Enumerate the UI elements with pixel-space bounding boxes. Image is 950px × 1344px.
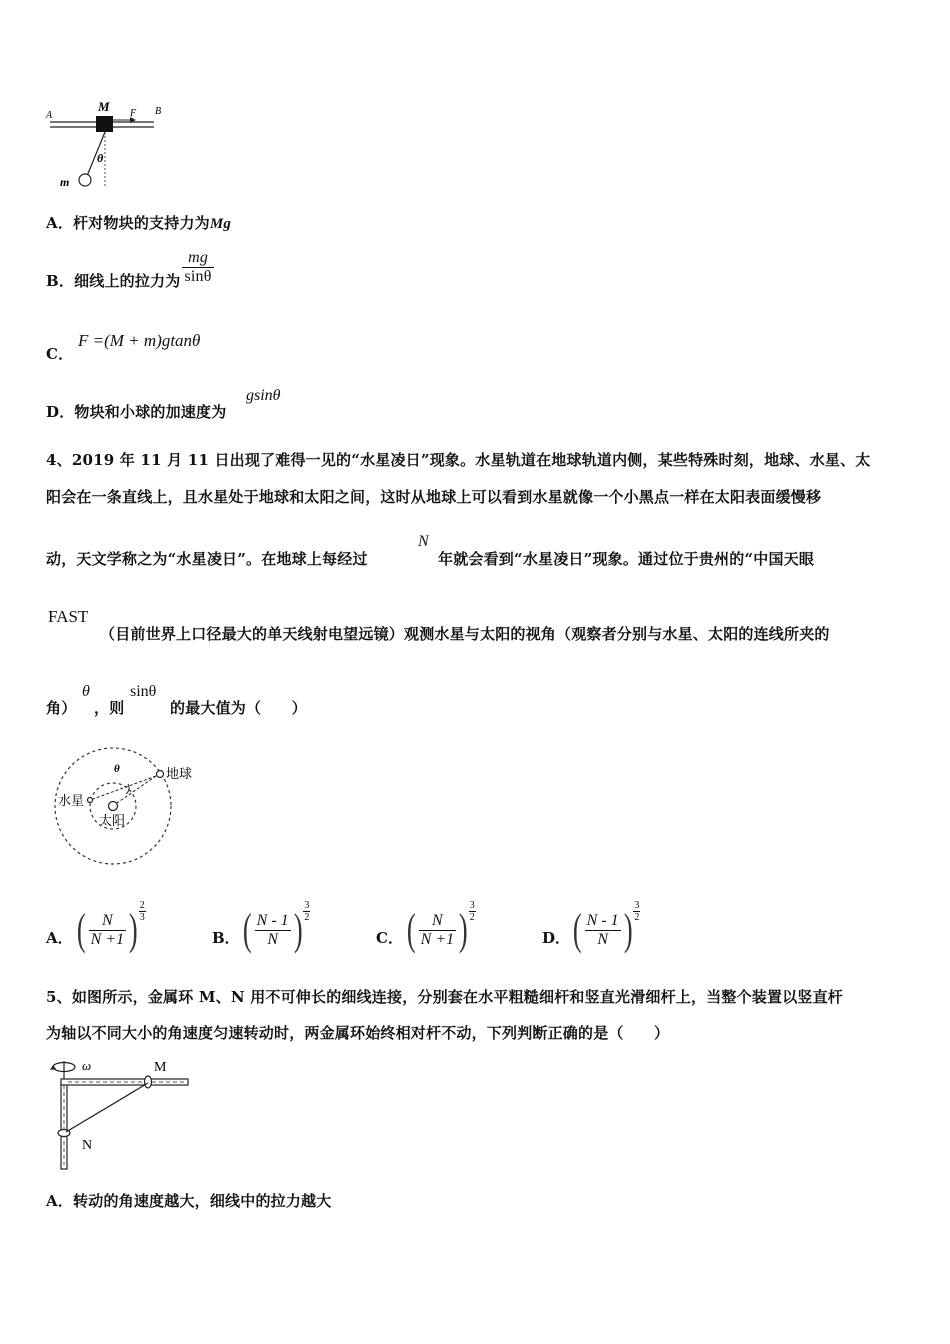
fraction-denominator: N bbox=[597, 930, 608, 948]
option-fraction bbox=[89, 912, 126, 949]
q3-option-d bbox=[46, 401, 226, 422]
fraction-exponent bbox=[633, 900, 640, 923]
option-fraction bbox=[419, 912, 456, 949]
q4-option-expression bbox=[570, 905, 635, 954]
fraction-denominator: N bbox=[267, 930, 278, 948]
exponent-numerator: 3 bbox=[304, 900, 310, 911]
label-omega: ω bbox=[82, 1058, 92, 1073]
q4-option-expression bbox=[240, 905, 305, 954]
q3-option-c-math: F =(M + m)gtanθ bbox=[78, 331, 201, 350]
q4-option-expression bbox=[404, 905, 471, 954]
q4-option-label: A． bbox=[46, 929, 73, 947]
q4-line-4-fast: FAST bbox=[48, 607, 89, 626]
fraction-exponent bbox=[303, 900, 310, 923]
right-paren: ) bbox=[623, 905, 633, 954]
label-earth: 地球 bbox=[166, 766, 193, 781]
q4-line-5a: 角） bbox=[46, 699, 77, 717]
q4-line-4b: （目前世界上口径最大的单天线射电望远镜）观测水星与太阳的视角（观察者分别与水星、太阳的连线所夹的 bbox=[100, 625, 830, 643]
fraction-denominator: sinθ bbox=[184, 268, 212, 285]
fraction-exponent bbox=[469, 900, 476, 923]
q4-option-label: C． bbox=[376, 929, 403, 947]
exponent-numerator: 3 bbox=[469, 900, 475, 911]
q3-option-d-math: gsinθ bbox=[246, 387, 281, 404]
exponent-denominator: 2 bbox=[304, 912, 310, 923]
figure-rotating-rods bbox=[46, 1053, 196, 1173]
label-ring-n: N bbox=[82, 1138, 93, 1153]
q4-line-5-theta: θ bbox=[82, 683, 90, 700]
label-sun: 太阳 bbox=[99, 813, 126, 828]
left-paren: ( bbox=[242, 905, 252, 954]
exponent-numerator: 2 bbox=[139, 900, 145, 911]
fraction-numerator: N bbox=[432, 911, 443, 929]
label-mercury: 水星 bbox=[58, 793, 85, 808]
left-paren: ( bbox=[406, 905, 416, 954]
option-fraction bbox=[255, 912, 291, 949]
fraction-numerator: N - 1 bbox=[256, 911, 289, 929]
q4-line-3-n: N bbox=[418, 533, 429, 550]
label-b: B bbox=[155, 106, 162, 117]
label-theta-angle: θ bbox=[114, 763, 120, 775]
exponent-numerator: 3 bbox=[634, 900, 640, 911]
option-b-fraction bbox=[182, 249, 213, 286]
figure-mercury-transit bbox=[48, 744, 208, 870]
q4-line-3b: 年就会看到“水星凌日”现象。通过位于贵州的“中国天眼 bbox=[438, 550, 815, 568]
label-ball-m: m bbox=[60, 175, 70, 189]
label-block-m: M bbox=[98, 99, 110, 114]
fraction-numerator: mg bbox=[188, 249, 209, 266]
exponent-denominator: 3 bbox=[139, 912, 145, 923]
fraction-exponent bbox=[139, 900, 146, 923]
q4-line-1: 4、2019 年 11 月 11 日出现了难得一见的“水星凌日”现象。水星轨道在地球轨道内侧，某些特殊时刻，地球、水星、太 bbox=[46, 451, 871, 469]
q4-line-5-sin: sinθ bbox=[130, 683, 157, 700]
right-paren: ) bbox=[129, 905, 138, 954]
exponent-denominator: 2 bbox=[469, 912, 475, 923]
figure-rod-block-pendulum bbox=[40, 96, 180, 194]
right-paren: ) bbox=[293, 905, 303, 954]
left-paren: ( bbox=[572, 905, 582, 954]
option-a-text: A．杆对物块的支持力为 bbox=[46, 214, 210, 232]
option-d-text: D．物块和小球的加速度为 bbox=[46, 403, 227, 421]
q4-option-label: B． bbox=[212, 929, 240, 947]
q5-line-1: 5、如图所示，金属环 M、N 用不可伸长的细线连接，分别套在水平粗糙细杆和竖直光滑细杆上，当整个装置以竖直杆 bbox=[46, 988, 844, 1006]
q3-option-c-label: C． bbox=[46, 345, 74, 363]
q4-line-2: 阳会在一条直线上，且水星处于地球和太阳之间，这时从地球上可以看到水星就像一个小黑点一样在太阳表面缓慢移 bbox=[46, 488, 822, 506]
fraction-denominator: N +1 bbox=[420, 930, 455, 948]
q4-line-3a: 动，天文学称之为“水星凌日”。在地球上每经过 bbox=[46, 550, 368, 568]
fraction-denominator: N +1 bbox=[90, 930, 125, 948]
q3-option-b bbox=[46, 244, 214, 291]
option-b-text: B．细线上的拉力为 bbox=[46, 272, 181, 290]
q5-option-a: A．转动的角速度越大，细线中的拉力越大 bbox=[46, 1192, 332, 1210]
q4-line-5c: 的最大值为（ ） bbox=[170, 699, 307, 717]
q4-option-label: D． bbox=[542, 929, 571, 947]
q5-line-2: 为轴以不同大小的角速度匀速转动时，两金属环始终相对杆不动，下列判断正确的是（ ） bbox=[46, 1024, 670, 1042]
exponent-denominator: 2 bbox=[634, 912, 640, 923]
option-fraction bbox=[585, 912, 621, 949]
label-force-f: F bbox=[130, 108, 137, 119]
label-a: A bbox=[46, 110, 53, 121]
left-paren: ( bbox=[76, 905, 86, 954]
right-paren: ) bbox=[459, 905, 468, 954]
option-a-math: Mg bbox=[209, 216, 232, 232]
q3-option-a bbox=[46, 212, 231, 233]
label-theta: θ bbox=[97, 151, 104, 165]
fraction-numerator: N - 1 bbox=[586, 911, 619, 929]
q4-line-5b: ，则 bbox=[94, 699, 125, 717]
fraction-numerator: N bbox=[102, 911, 113, 929]
q4-option-expression bbox=[74, 905, 141, 954]
label-ring-m: M bbox=[154, 1060, 167, 1075]
